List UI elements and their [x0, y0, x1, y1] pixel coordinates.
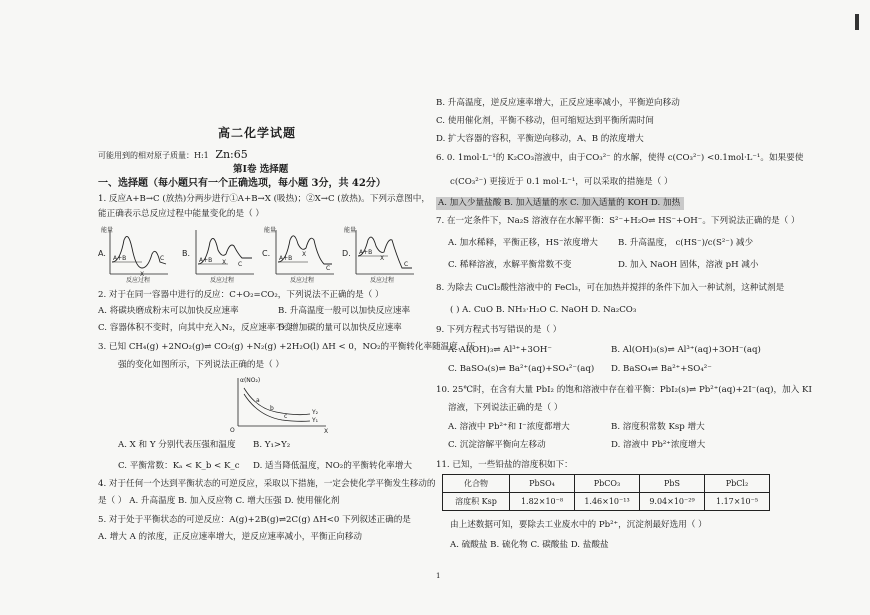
q1-opt-a-label: A.: [98, 249, 106, 258]
q1-d-c: C: [404, 261, 409, 268]
table-cell: 1.46×10⁻¹³: [575, 493, 640, 511]
q3-graph-o: O: [230, 427, 235, 434]
q2-opt-a: A. 将碳块磨成粉末可以加快反应速率: [98, 306, 239, 316]
table-cell: 9.04×10⁻²⁹: [640, 493, 705, 511]
q5-stem: 5. 对于处于平衡状态的可逆反应：A(g)+2B(g)⇌2C(g) ΔH<0 下列叙述正确的是: [98, 515, 411, 525]
q1-a-ab: A+B: [113, 255, 127, 262]
q3-opt-d: D. 适当降低温度，NO₂的平衡转化率增大: [253, 461, 412, 471]
q3-stem-2: 强的变化如图所示，下列说法正确的是（ ）: [118, 360, 285, 370]
table-header-cell: 化合物: [443, 475, 510, 493]
q3-graph-x: X: [324, 428, 329, 435]
q3-opt-a: A. X 和 Y 分别代表压强和温度: [118, 440, 236, 450]
table-header-cell: PbCl₂: [705, 475, 770, 493]
q10-stem-2: 溶液，下列说法正确的是（ ）: [448, 403, 563, 413]
q1-c-axis-y: 能量: [264, 227, 277, 234]
q1-c-c: C: [326, 265, 331, 272]
q9-opt-d: D. BaSO₄⇌ Ba²⁺+SO₄²⁻: [611, 364, 712, 374]
q1-opt-b-label: B.: [182, 249, 191, 258]
page-number: 1: [436, 572, 441, 580]
q9-stem: 9. 下列方程式书写错误的是（ ）: [436, 325, 562, 335]
q6-options: A. 加入少量盐酸 B. 加入适量的水 C. 加入适量的 KOH D. 加热: [436, 197, 684, 210]
q10-opt-a: A. 溶液中 Pb²⁺和 I⁻浓度都增大: [448, 422, 570, 432]
q10-opt-d: D. 溶液中 Pb²⁺浓度增大: [611, 440, 706, 450]
q1-b-axis-x: 反应过程: [210, 277, 235, 284]
q1-a-c: C: [160, 255, 165, 262]
q1-b-c: C: [238, 261, 243, 268]
q7-opt-b: B. 升高温度， c(HS⁻)/c(S²⁻) 减少: [618, 238, 754, 248]
q1-a-axis-y: 能量: [101, 227, 114, 234]
q1-d-axis-x: 反应过程: [370, 277, 395, 284]
q3-stem-1: 3. 已知 CH₄(g) +2NO₂(g)⇌ CO₂(g) +N₂(g) +2H₂O(l) ΔH < 0，NO₂的平衡转化率随温度，压: [98, 342, 476, 352]
q1-stem-2: 能正确表示总反应过程中能量变化的是（ ）: [98, 209, 265, 219]
q11-after: 由上述数据可知，要除去工业废水中的 Pb²⁺，沉淀剂最好选用（ ）: [450, 520, 707, 530]
q1-c-x: X: [302, 251, 307, 258]
q3-graph-b: b: [270, 405, 274, 412]
q1-a-axis-x: 反应过程: [126, 277, 151, 284]
q1-d-ab: A+B: [359, 249, 373, 256]
volume-heading: 第Ⅰ卷 选择题: [233, 164, 289, 175]
exam-title: 高二化学试题: [218, 126, 297, 140]
table-row-label: 溶度积 Ksp: [443, 493, 510, 511]
q4-options: 是（ ） A. 升高温度 B. 加入反应物 C. 增大压强 D. 使用催化剂: [98, 496, 340, 506]
q3-graph-svg: [226, 374, 336, 436]
q8-stem: 8. 为除去 CuCl₂酸性溶液中的 FeCl₃，可在加热并搅拌的条件下加入一种试剂，这种试剂是: [436, 283, 785, 293]
q3-graph-y: α(NO₂): [240, 377, 261, 384]
q1-a-x: X: [140, 271, 145, 278]
q3-opt-c: C. 平衡常数：Kₐ < K_b < K_c: [118, 461, 240, 471]
q3-graph-c: c: [284, 413, 288, 420]
table-header-cell: PbSO₄: [510, 475, 575, 493]
q11-options: A. 硫酸盐 B. 硫化物 C. 碳酸盐 D. 盐酸盐: [450, 540, 609, 550]
q10-stem-1: 10. 25℃时，在含有大量 PbI₂ 的饱和溶液中存在着平衡：PbI₂(s)⇌ Pb²⁺(aq)+2I⁻(aq)，加入 KI: [436, 385, 812, 395]
q1-graphs-svg: [98, 224, 428, 284]
q2-opt-b: B. 升高温度一般可以加快反应速率: [278, 306, 411, 316]
q3-graph-y1: Y₁: [312, 417, 319, 424]
q7-opt-d: D. 加入 NaOH 固体，溶液 pH 减小: [618, 260, 759, 270]
q1-opt-c-label: C.: [262, 249, 271, 258]
q1-b-x: X: [222, 259, 227, 266]
q5-opt-d: D. 扩大容器的容积，平衡逆向移动，A、B 的浓度增大: [436, 134, 644, 144]
q9-opt-b: B. Al(OH)₃(s)⇌ Al³⁺(aq)+3OH⁻(aq): [611, 345, 761, 355]
q11-stem: 11. 已知，一些铅盐的溶度积如下：: [436, 460, 573, 470]
q3-conversion-graph: [226, 374, 336, 436]
table-cell: 1.82×10⁻⁸: [510, 493, 575, 511]
q1-c-ab: A+B: [279, 255, 293, 262]
q1-d-x: X: [380, 255, 385, 262]
q11-ksp-table: [442, 474, 770, 511]
q7-stem: 7. 在一定条件下，Na₂S 溶液存在水解平衡：S²⁻+H₂O⇌ HS⁻+OH⁻。下列说法正确的是（ ）: [436, 216, 800, 226]
q9-opt-c: C. BaSO₄(s)⇌ Ba²⁺(aq)+SO₄²⁻(aq): [448, 364, 595, 374]
q5-opt-c: C. 使用催化剂，平衡不移动，但可缩短达到平衡所需时间: [436, 116, 654, 126]
q3-graph-a: a: [256, 397, 260, 404]
q1-d-axis-y: 能量: [344, 227, 357, 234]
q8-options: ( ) A. CuO B. NH₃·H₂O C. NaOH D. Na₂CO₃: [450, 305, 637, 315]
table-row: [443, 493, 770, 511]
q7-opt-a: A. 加水稀释，平衡正移，HS⁻浓度增大: [448, 238, 598, 248]
atomic-mass-line: 可能用到的相对原子质量：H:1 Zn:65: [98, 148, 248, 161]
q5-opt-a: A. 增大 A 的浓度，正反应速率增大，逆反应速率减小，平衡正向移动: [98, 532, 362, 542]
q4-stem: 4. 对于任何一个达到平衡状态的可逆反应，采取以下措施，一定会使化学平衡发生移动的: [98, 479, 436, 489]
q2-opt-c: C. 容器体积不变时，向其中充入N₂，反应速率不变: [98, 323, 293, 333]
q5-opt-b: B. 升高温度，逆反应速率增大，正反应速率减小，平衡逆向移动: [436, 98, 680, 108]
q1-stem-1: 1. 反应A+B→C (放热)分两步进行①A+B→X (吸热)；②X→C (放热)。下列示意图中，: [98, 194, 430, 204]
table-header-cell: PbS: [640, 475, 705, 493]
q2-opt-d: D. 增加碳的量可以加快反应速率: [278, 323, 402, 333]
q1-b-ab: A+B: [199, 257, 213, 264]
q1-opt-d-label: D.: [342, 249, 351, 258]
q6-stem-1: 6. 0. 1mol·L⁻¹的 K₂CO₃溶液中，由于CO₃²⁻ 的水解，使得 c(CO₃²⁻) <0.1mol·L⁻¹。如果要使: [436, 153, 804, 163]
q3-opt-b: B. Y₁>Y₂: [253, 440, 291, 450]
q3-graph-y2: Y₂: [312, 409, 319, 416]
q10-opt-c: C. 沉淀溶解平衡向左移动: [448, 440, 546, 450]
q7-opt-c: C. 稀释溶液，水解平衡常数不变: [448, 260, 572, 270]
q2-stem: 2. 对于在同一容器中进行的反应：C+O₂=CO₂，下列说法不正确的是（ ）: [98, 290, 384, 300]
section-heading: 一、选择题（每小题只有一个正确选项，每小题 3分，共 42分）: [98, 178, 386, 189]
table-header-row: [443, 475, 770, 493]
q10-opt-b: B. 溶度积常数 Ksp 增大: [611, 422, 705, 432]
q1-c-axis-x: 反应过程: [290, 277, 315, 284]
table-header-cell: PbCO₃: [575, 475, 640, 493]
q1-energy-diagrams: [98, 224, 428, 284]
q6-stem-2: c(CO₃²⁻) 更接近于 0.1 mol·L⁻¹，可以采取的措施是（ ）: [450, 177, 673, 187]
q11-ksp-table-wrap: [442, 474, 770, 511]
scan-edge-mark: [855, 14, 859, 30]
q9-opt-a: A. Al(OH)₃⇌ Al³⁺+3OH⁻: [448, 345, 552, 355]
table-cell: 1.17×10⁻⁵: [705, 493, 770, 511]
